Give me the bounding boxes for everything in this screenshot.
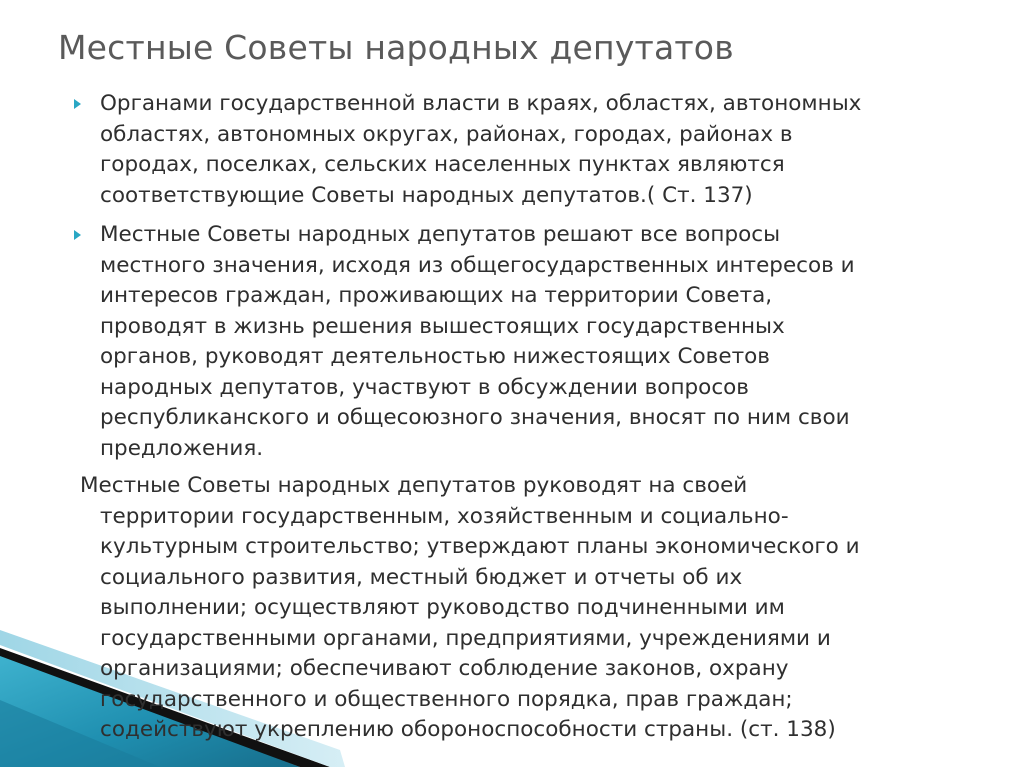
- paragraph-line: Местные Советы народных депутатов руководят на своей: [80, 473, 748, 498]
- paragraph-line: республиканского и общесоюзного значения, вносят по ним свои: [100, 405, 850, 430]
- paragraph-line: местного значения, исходя из общегосударственных интересов и: [100, 252, 855, 278]
- paragraph-line: содействуют укреплению обороноспособности страны. (ст. 138): [100, 717, 836, 742]
- paragraph-line: государственными органами, предприятиями, учреждениями и: [100, 625, 831, 651]
- paragraph-line: Местные Советы народных депутатов решают все вопросы: [100, 222, 781, 247]
- paragraph-line: городах, поселках, сельских населенных пунктах являются: [100, 152, 785, 177]
- paragraph-line: культурным строительство; утверждают планы экономического и: [100, 534, 860, 559]
- bullet-paragraph-2: [100, 220, 855, 464]
- bullet-paragraph-1: [100, 89, 861, 211]
- plain-paragraph-3: [80, 471, 860, 746]
- paragraph-line: предложения.: [100, 435, 264, 461]
- paragraph-line: соответствующие Советы народных депутатов.( Ст. 137): [100, 182, 753, 208]
- paragraph-line: органов, руководят деятельностью нижестоящих Советов: [100, 344, 770, 369]
- paragraph-line: интересов граждан, проживающих на территории Совета,: [100, 283, 773, 308]
- paragraph-line: территории государственным, хозяйственным и социально-: [100, 503, 789, 529]
- paragraph-line: выполнении; осуществляют руководство подчиненными им: [100, 595, 785, 620]
- triangle-bullet-icon: [74, 99, 81, 109]
- slide-title: Местные Советы народных депутатов: [58, 28, 734, 67]
- paragraph-line: организациями; обеспечивают соблюдение законов, охрану: [100, 656, 789, 681]
- paragraph-line: проводят в жизнь решения вышестоящих государственных: [100, 313, 785, 339]
- paragraph-line: Органами государственной власти в краях, областях, автономных: [100, 91, 862, 116]
- paragraph-line: социального развития, местный бюджет и отчеты об их: [100, 564, 743, 590]
- paragraph-line: государственного и общественного порядка, прав граждан;: [100, 686, 793, 712]
- paragraph-line: народных депутатов, участвуют в обсуждении вопросов: [100, 374, 749, 400]
- triangle-bullet-icon: [74, 230, 81, 240]
- paragraph-line: областях, автономных округах, районах, городах, районах в: [100, 121, 793, 147]
